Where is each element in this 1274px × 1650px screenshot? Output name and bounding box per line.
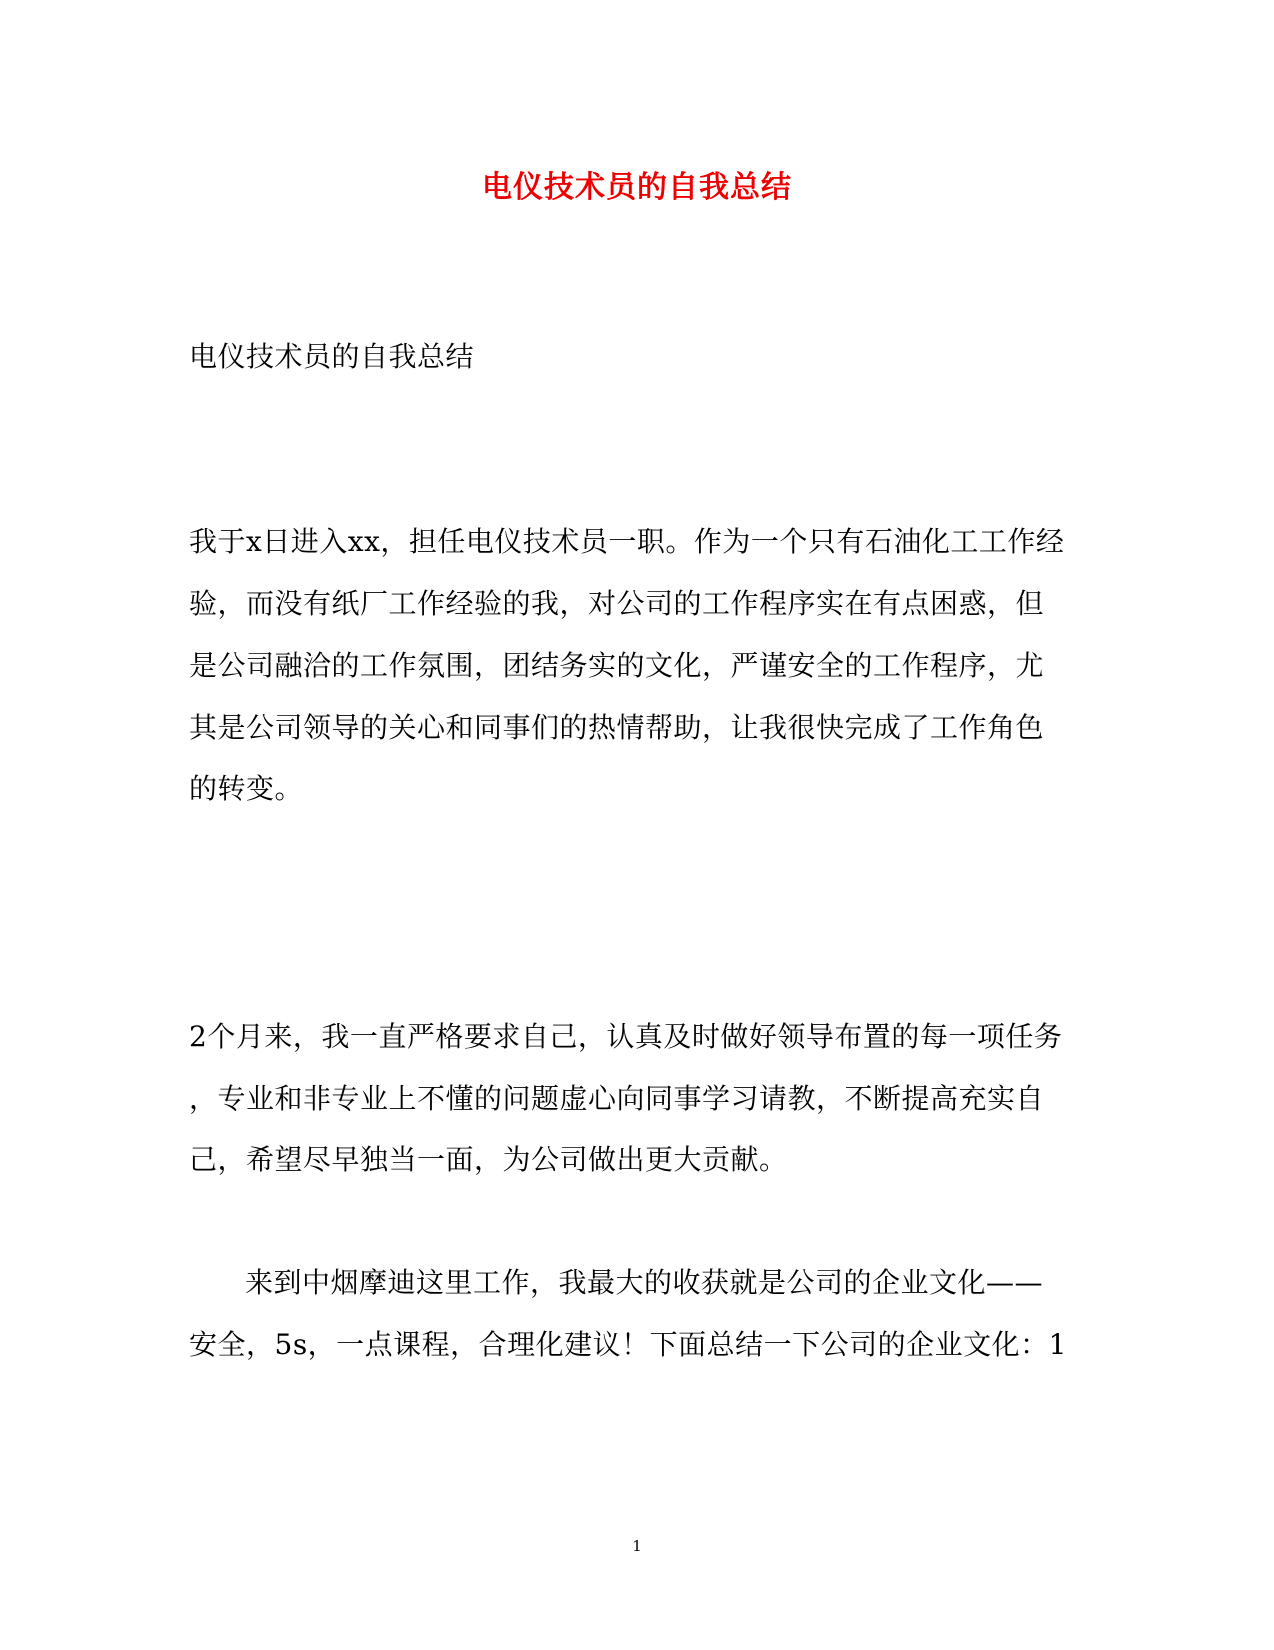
paragraph-line: 的转变。 [189, 772, 304, 805]
paragraph-line: 验，而没有纸厂工作经验的我，对公司的工作程序实在有点困惑，但 [189, 587, 1045, 620]
document-title: 电仪技术员的自我总结 [482, 170, 792, 205]
paragraph-line: ，专业和非专业上不懂的问题虚心向同事学习请教，不断提高充实自 [189, 1082, 1045, 1115]
paragraph-line: 安全，5s，一点课程，合理化建议！下面总结一下公司的企业文化：1 [189, 1328, 1068, 1361]
document-heading: 电仪技术员的自我总结 [189, 340, 475, 373]
paragraph-line: 是公司融洽的工作氛围，团结务实的文化，严谨安全的工作程序，尤 [189, 649, 1045, 682]
paragraph-line: 己，希望尽早独当一面，为公司做出更大贡献。 [189, 1143, 788, 1176]
paragraph-line: 来到中烟摩迪这里工作，我最大的收获就是公司的企业文化—— [245, 1266, 1044, 1299]
paragraph-line: 我于x日进入xx，担任电仪技术员一职。作为一个只有石油化工工作经 [189, 525, 1065, 558]
page-number: 1 [632, 1537, 642, 1555]
paragraph-line: 其是公司领导的关心和同事们的热情帮助，让我很快完成了工作角色 [189, 711, 1045, 744]
paragraph-line: 2个月来，我一直严格要求自己，认真及时做好领导布置的每一项任务 [189, 1020, 1063, 1053]
